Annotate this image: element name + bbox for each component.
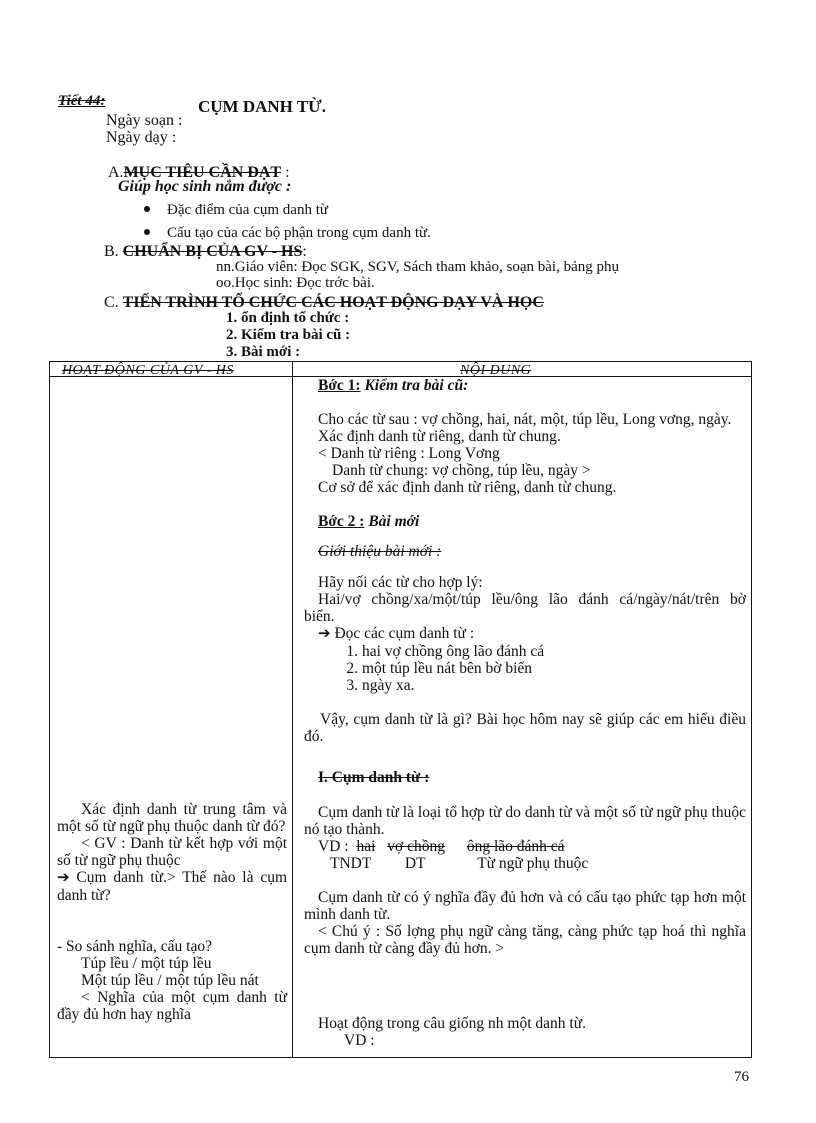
section-a-intro: Giúp học sinh nắm được : <box>118 178 292 195</box>
step2-label: Bớc 2 : <box>318 513 365 530</box>
review-answer-common: Danh từ chung: vợ chồng, túp lều, ngày > <box>332 462 591 479</box>
phrase-text: ngày xa. <box>362 677 415 694</box>
example-tag: Từ ngữ phụ thuộc <box>477 855 589 872</box>
section-b-title: CHUẨN BỊ CỦA GV - HS <box>122 243 303 260</box>
left-definition-question <box>57 869 287 904</box>
exercise-prompt: Hãy nối các từ cho hợp lý: <box>318 574 483 591</box>
phrase-item: 3. ngày xa. <box>346 677 415 694</box>
example-row <box>304 838 746 855</box>
left-example-1: Túp lều / một túp lều <box>81 955 212 972</box>
prep-teacher: nn.Giáo viên: Đọc SGK, SGV, Sách tham khảo, soạn bài, bảng phụ <box>216 259 620 275</box>
bullet-icon <box>144 229 150 235</box>
lesson-label: Tiết 44: <box>58 93 106 109</box>
section-c-prefix: C. <box>104 294 119 311</box>
section-a-prefix: A. <box>108 164 124 181</box>
step1-title: Kiểm tra bài cũ: <box>364 377 469 394</box>
objective-item: Cấu tạo của các bộ phận trong cụm danh từ. <box>167 225 431 241</box>
left-question: Xác định danh từ trung tâm và một số từ ngữ phụ thuộc danh từ đó? <box>57 801 287 835</box>
step1-label: Bớc 1: <box>318 377 361 394</box>
section-i-heading: I. Cụm danh từ : <box>318 769 430 786</box>
example-word: hai <box>356 838 376 855</box>
transition-text: Vậy, cụm danh từ là gì? Bài học hôm nay sẽ giúp các em hiểu điều đó. <box>304 711 746 745</box>
left-conclusion: < Nghĩa của một cụm danh từ đầy đủ hơn hay nghĩa <box>57 989 287 1023</box>
column-divider <box>292 362 293 1057</box>
activity-table <box>49 361 752 1058</box>
example-label: VD : <box>318 838 349 855</box>
col-header-activities: HOẠT ĐỘNG CỦA GV - HS <box>62 363 234 378</box>
bullet-icon <box>144 206 150 212</box>
step-review: 2. Kiểm tra bài cũ : <box>226 327 351 343</box>
date-taught: Ngày dạy : <box>106 129 177 146</box>
step-organize: 1. ổn định tổ chức : <box>226 310 350 326</box>
exercise-words: Hai/vợ chồng/xa/một/túp lều/ông lão đánh cá/ngày/nát/trên bờ biển. <box>304 591 746 625</box>
step-new-lesson: 3. Bài mới : <box>226 344 301 360</box>
step1-heading <box>318 377 746 394</box>
review-basis: Cơ sở để xác định danh từ riêng, danh từ chung. <box>318 479 617 496</box>
left-column <box>57 801 287 1023</box>
note-text: < Chú ý : Số lợng phụ ngữ càng tăng, càng phức tạp hoá thì nghĩa cụm danh từ càng đầy đủ hơn. > <box>304 923 746 957</box>
phrase-text: một túp lều nát bên bờ biển <box>362 660 533 677</box>
example-tag: TNDT <box>330 855 372 872</box>
left-teacher-note: < GV : Danh từ kết hợp với một số từ ngữ phụ thuộc <box>57 835 287 869</box>
example-2-label: VD : <box>344 1032 375 1049</box>
review-task: Xác định danh từ riêng, danh từ chung. <box>318 428 561 445</box>
arrow-right-icon: ➔ <box>318 626 331 642</box>
page-title: CỤM DANH TỪ. <box>198 97 326 116</box>
section-b-prefix: B. <box>104 243 119 260</box>
example-word: vợ chồng <box>387 838 445 855</box>
objective-item: Đặc điểm của cụm danh từ <box>167 202 328 218</box>
phrase-item: 1. hai vợ chồng ông lão đánh cá <box>346 643 545 660</box>
phrase-text: hai vợ chồng ông lão đánh cá <box>362 643 545 660</box>
section-c-title: TIẾN TRÌNH TỔ CHỨC CÁC HOẠT ĐỘNG DẠY VÀ HỌC <box>122 294 544 311</box>
left-example-2: Một túp lều / một túp lều nát <box>81 972 259 989</box>
example-tags-row <box>304 855 746 872</box>
page-number: 76 <box>734 1069 749 1085</box>
example-word: ông lão đánh cá <box>466 838 565 855</box>
definition-text: Cụm danh từ là loại tổ hợp từ do danh từ và một số từ ngữ phụ thuộc nó tạo thành. <box>304 804 746 838</box>
arrow-right-icon: ➔ <box>57 870 70 886</box>
section-b-colon: : <box>302 243 307 260</box>
review-answer-proper: < Danh từ riêng : Long Vơng <box>318 445 500 462</box>
section-a-colon: : <box>285 164 290 181</box>
date-prepared: Ngày soạn : <box>106 112 183 129</box>
step2-heading <box>318 513 746 530</box>
meaning-text: Cụm danh từ có ý nghĩa đầy đủ hơn và có cấu tạo phức tạp hơn một mình danh từ. <box>304 889 746 923</box>
intro-heading: Giới thiệu bài mới : <box>318 543 442 560</box>
phrase-item: 2. một túp lều nát bên bờ biển <box>346 660 533 677</box>
right-column <box>304 377 746 1049</box>
prep-student: oo.Học sinh: Đọc trớc bài. <box>216 275 375 291</box>
left-compare: - So sánh nghĩa, cấu tạo? <box>57 938 212 955</box>
read-phrases-row <box>304 625 746 643</box>
section-a-title: MỤC TIÊU CẦN ĐẠT <box>123 164 282 181</box>
function-text: Hoạt động trong câu giống nh một danh từ. <box>318 1015 586 1032</box>
example-tag: DT <box>404 855 426 872</box>
step2-title: Bài mới <box>368 513 420 530</box>
col-header-content: NỘI DUNG <box>460 363 532 378</box>
read-phrases-label: Đọc các cụm danh từ : <box>334 625 475 642</box>
left-definition-text: Cụm danh từ.> Thế nào là cụm danh từ? <box>57 869 288 904</box>
review-question: Cho các từ sau : vợ chồng, hai, nát, một, túp lều, Long vơng, ngày. <box>318 411 732 428</box>
